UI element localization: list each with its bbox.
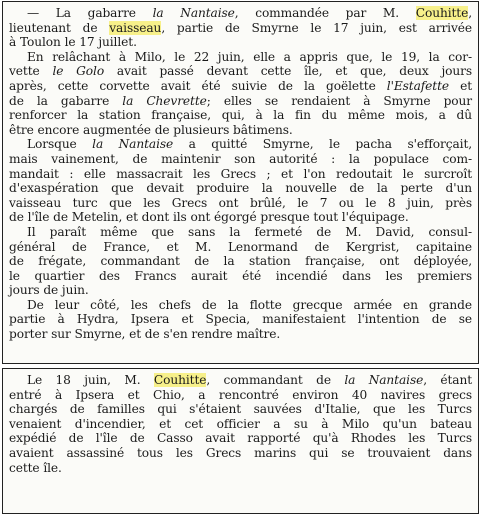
line: mais vainement, de maintenir son autorité : la populace com- [9,151,472,166]
paragraph-5 [9,298,472,342]
line: le quartier des Francs aurait été incendié dans les premiers [9,268,472,283]
line: chargés de familles qui s'étaient sauvées d'Italie, que les Turcs [9,402,472,417]
line: d'exaspération que devait produire la nouvelle de la perte d'un [9,181,472,196]
line: En relâchant à Milo, le 22 juin, elle a appris que, le 19, la cor- [27,49,472,64]
line: expédié de l'île de Casso avait rapporté qu'à Rhodes les Turcs [9,431,472,446]
line: renforcer la station française, qui, à la fin du même mois, a dû [9,108,472,123]
line: avaient assassiné tous les Grecs marins qui se trouvaient dans [9,445,472,460]
paragraph-4 [9,225,472,298]
line: Il paraît même que sans la fermeté de M. David, consul- [27,224,472,239]
line: général de France, et M. Lenormand de Kergrist, capitaine [9,239,472,254]
line: venaient d'incendier, et cet officier a su à Milo qu'un bateau [9,416,472,431]
newspaper-clipping-2 [2,368,479,514]
line: mandait : elle massacrait les Grecs ; et l'on redoutait le surcroît [9,166,472,181]
line: Lorsque la Nantaise a quitté Smyrne, le pacha s'efforçait, [27,137,473,152]
paragraph-6 [9,373,472,475]
line: après, cette corvette avait été suivie de la goëlette l'Estafette et [9,78,472,93]
line: jours de juin. [9,283,89,298]
highlighted-name: Couhitte [153,373,207,387]
paragraph-3 [9,137,472,225]
line: vaisseau turc que les Grecs ont brûlé, le 7 ou le 8 juin, près [9,195,472,210]
line: à Toulon le 17 juillet. [9,35,137,50]
line: être encore augmentée de plusieurs bâtimens. [9,122,293,137]
line: de frégate, commandant de la station française, ont déployée, [9,254,472,269]
line: de l'île de Metelin, et dont ils ont égorgé presque tout l'équipage. [9,210,409,225]
line: entré à Ipsera et Chio, a rencontré environ 40 navires grecs [9,387,472,402]
highlighted-word: vaisseau [109,20,162,35]
paragraph-2 [9,50,472,138]
line: de la gabarre la Chevrette; elles se rendaient à Smyrne pour [9,93,472,108]
newspaper-clipping-1 [2,1,479,364]
line: porter sur Smyrne, et de s'en rendre maître. [9,327,281,342]
line: cette île. [9,460,62,475]
line: De leur côté, les chefs de la flotte grecque armée en grande [27,297,472,312]
line: partie à Hydra, Ipsera et Specia, manifestaient l'intention de se [9,312,472,327]
paragraph-1 [9,6,472,50]
line: Le 18 juin, M. Couhitte, commandant de la Nantaise, étant [27,373,473,387]
line: vette le Golo avait passé devant cette île, et que, deux jours [9,64,472,79]
line: — La gabarre la Nantaise, commandée par M. Couhitte, [27,6,472,20]
line: lieutenant de vaisseau, partie de Smyrne le 17 juin, est arrivée [9,20,472,35]
highlighted-name: Couhitte [415,6,469,20]
